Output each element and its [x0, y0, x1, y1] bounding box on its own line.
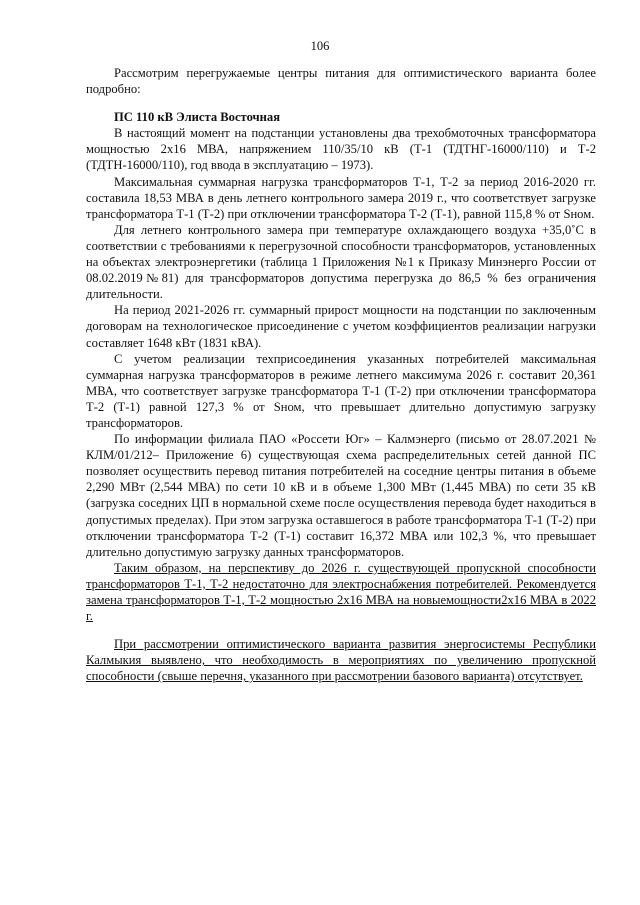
intro-paragraph: Рассмотрим перегружаемые центры питания для оптимистического варианта более подробно: — [86, 66, 596, 97]
final-paragraph: При рассмотрении оптимистического варианта развития энергосистемы Республики Калмыкия выявлено, что необходимость в мероприятиях по увеличению пропускной способности (свыше перечня, указанного при рассмотрении базового варианта) отсутствует. — [86, 637, 596, 684]
body-paragraph: В настоящий момент на подстанции установлены два трехобмоточных трансформатора мощностью 2х16 МВА, напряжением 110/35/10 кВ (Т-1 (ТДТНГ-16000/110) и Т-2 (ТДТН-16000/110), год ввода в эксплуатацию – 1973). — [86, 126, 596, 173]
spacer — [86, 97, 596, 109]
page-content — [86, 65, 596, 684]
body-paragraph: Максимальная суммарная нагрузка трансформаторов Т-1, Т-2 за период 2016-2020 гг. составила 18,53 МВА в день летнего контрольного замера 2019 г., что соответствует загрузке трансформатора Т-1 (Т-2) при отключении трансформатора Т-2 (Т-1), равной 115,8 % от Sном. — [86, 174, 596, 221]
section-heading: ПС 110 кВ Элиста Восточная — [114, 110, 281, 125]
conclusion-paragraph: Таким образом, на перспективу до 2026 г. существующей пропускной способности трансформаторов Т-1, Т-2 недостаточно для электроснабжения потребителей. Рекомендуется замена трансформаторов Т-1, Т-2 мощностью 2х16 МВА на новыемощности2х16 МВА в 2022 г. — [86, 560, 596, 624]
body-paragraph: Для летнего контрольного замера при температуре охлаждающего воздуха +35,0˚С в соответствии с требованиями к перегрузочной способности трансформаторов, установленных на объектах электроэнергетики (таблица 1 Приложения №1 к Приказу Минэнерго России от 08.02.2019№81) для трансформаторов допустима перегрузка до 86,5 % без ограничения длительности. — [86, 222, 596, 302]
body-paragraph: С учетом реализации техприсоединения указанных потребителей максимальная суммарная нагрузка трансформаторов в режиме летнего максимума 2026 г. составит 20,361 МВА, что соответствует загрузке трансформатора Т-1 (Т-2) при отключении трансформатора Т-2 (Т-1) равной 127,3 % от Sном, что превышает длительно допустимую загрузку трансформаторов. — [86, 351, 596, 430]
body-paragraph: По информации филиала ПАО «Россети Юг» – Калмэнерго (письмо от 28.07.2021 № КЛМ/01/212– Приложение 6) существующая схема распределительных сетей данной ПС позволяет осуществить перевод питания потребителей на соседние центры питания в объеме 2,290 МВт (2,544 МВА) по сети 10 кВ и в объеме 1,300 МВт (1,445 МВА) по сети 35 кВ (загрузка соседних ЦП в нормальной схеме после осуществления перевода будет находиться в допустимых пределах). При этом загрузка оставшегося в работе трансформатора Т-1 (Т-2) при отключении трансформатора Т-2 (Т-1) составит 16,372 МВА или 102,3 %, что превышает длительно допустимую загрузку данных трансформаторов. — [86, 432, 596, 559]
page-number: 106 — [310, 39, 330, 53]
spacer — [86, 624, 596, 636]
body-paragraph: На период 2021-2026 гг. суммарный прирост мощности на подстанции по заключенным договорам на технологическое присоединение с учетом коэффициентов реализации нагрузки составляет 1648 кВт (1831 кВА). — [86, 303, 596, 350]
